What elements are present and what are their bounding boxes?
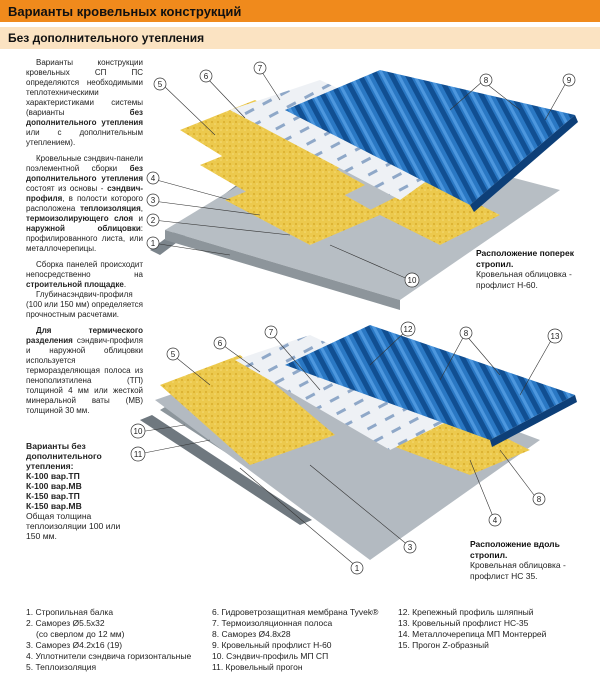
caption-bottom-text: Кровельная облицовка - профлист НС 35. (470, 560, 566, 581)
callout-3 (404, 541, 416, 553)
svg-text:7: 7 (257, 64, 263, 73)
callout-9 (563, 74, 575, 86)
caption-top-text: Кровельная облицовка - профлист Н-60. (476, 269, 572, 290)
svg-text:3: 3 (150, 196, 156, 205)
svg-text:3: 3 (407, 543, 413, 552)
svg-text:12: 12 (403, 325, 413, 334)
legend-item: 11. Кровельный прогон (212, 662, 303, 672)
callout-11 (131, 447, 145, 461)
intro-paragraph-1: Варианты конструкции кровельных СП ПС определяются необходимыми теплотехническими характеристиками системы (варианты без дополнительного утепления или с дополнительным утеплением). (26, 58, 143, 147)
intro-paragraph-4: Глубинасэндвич-профиля (100 или 150 мм) определяется прочностным расчетами. (26, 290, 143, 319)
variants-note: Общая толщина теплоизоляции 100 или 150 мм. (26, 511, 121, 541)
svg-text:10: 10 (133, 427, 143, 436)
legend-item: 2. Саморез Ø5.5х32 (26, 618, 105, 628)
svg-text:2: 2 (150, 216, 156, 225)
callout-8 (460, 327, 472, 339)
svg-text:6: 6 (203, 72, 209, 81)
callout-10 (131, 424, 145, 438)
intro-paragraph-3: Сборка панелей происходит непосредственно на строительной площадке. (26, 260, 143, 289)
callout-13 (548, 329, 562, 343)
svg-text:9: 9 (566, 76, 572, 85)
legend-item: 7. Термоизоляционная полоса (212, 618, 333, 628)
legend-item: 8. Саморез Ø4.8х28 (212, 629, 291, 639)
callout-2 (147, 214, 159, 226)
callout-6 (214, 337, 226, 349)
callout-8 (533, 493, 545, 505)
legend-col-3 (398, 607, 546, 651)
legend-item: 13. Кровельный профлист НС-35 (398, 618, 529, 628)
callout-7 (265, 326, 277, 338)
legend-item: 9. Кровельный профлист Н-60 (212, 640, 332, 650)
callout-6 (200, 70, 212, 82)
legend-col-1 (26, 607, 191, 673)
legend-col-2 (212, 607, 378, 673)
section-title: Без дополнительного утепления (8, 31, 205, 45)
intro-paragraph-2: Кровельные сэндвич-панели поэлементной сборки без дополнительного утепления состоят из основы - сэндвич-профиля, в полости которого расположена теплоизоляция, термоизолирующего слоя и наружной облицовки: профилированного листа, или металлочерепицы. (26, 154, 143, 253)
page-title: Варианты кровельных конструкций (8, 4, 242, 19)
variant-item: К-100 вар.ТП (26, 471, 80, 481)
svg-text:4: 4 (150, 174, 156, 183)
variants-title: Варианты без дополнительного утепления: (26, 441, 102, 471)
legend-item: (со сверлом до 12 мм) (36, 629, 125, 639)
svg-text:8: 8 (536, 495, 542, 504)
legend-item: 5. Теплоизоляция (26, 662, 97, 672)
caption-top-heading: Расположение поперек стропил. (476, 248, 574, 269)
svg-text:6: 6 (217, 339, 223, 348)
callout-1 (351, 562, 363, 574)
callout-7 (254, 62, 266, 74)
callout-5 (154, 78, 166, 90)
legend-item: 15. Прогон Z-образный (398, 640, 489, 650)
svg-text:8: 8 (463, 329, 469, 338)
svg-text:1: 1 (354, 564, 360, 573)
legend-item: 1. Стропильная балка (26, 607, 114, 617)
callout-5 (167, 348, 179, 360)
callout-1 (147, 237, 159, 249)
caption-top (476, 248, 596, 290)
svg-text:1: 1 (150, 239, 156, 248)
legend-item: 10. Сэндвич-профиль МП СП (212, 651, 329, 661)
callout-8 (480, 74, 492, 86)
legend-item: 6. Гидроветрозащитная мембрана Tyvek® (212, 607, 379, 617)
variant-item: К-100 вар.МВ (26, 481, 82, 491)
diagram-bottom (140, 325, 577, 560)
caption-bottom-heading: Расположение вдоль стропил. (470, 539, 560, 560)
legend-item: 14. Металлочерепица МП Монтеррей (398, 629, 547, 639)
svg-text:5: 5 (157, 80, 163, 89)
callout-10 (405, 273, 419, 287)
intro-paragraph-5: Для термического разделения сэндвич-профиля и наружной облицовки используется терморазделяющая полоса из пенополиэтилена (ТП) толщиной 4 мм или жесткой минеральной ваты (МВ) толщиной 30 мм. (26, 326, 143, 415)
caption-bottom (470, 539, 595, 581)
callout-4 (147, 172, 159, 184)
svg-text:13: 13 (550, 332, 560, 341)
svg-text:10: 10 (407, 276, 417, 285)
svg-text:8: 8 (483, 76, 489, 85)
variant-item: К-150 вар.МВ (26, 501, 82, 511)
variant-item: К-150 вар.ТП (26, 491, 80, 501)
svg-text:11: 11 (133, 450, 143, 459)
svg-text:4: 4 (492, 516, 498, 525)
legend-item: 4. Уплотнители сэндвича горизонтальные (26, 651, 192, 661)
callout-4 (489, 514, 501, 526)
svg-text:7: 7 (268, 328, 274, 337)
svg-text:5: 5 (170, 350, 176, 359)
callout-3 (147, 194, 159, 206)
legend-item: 3. Саморез Ø4.2х16 (19) (26, 640, 123, 650)
legend-item: 12. Крепежный профиль шляпный (398, 607, 534, 617)
callout-12 (401, 322, 415, 336)
